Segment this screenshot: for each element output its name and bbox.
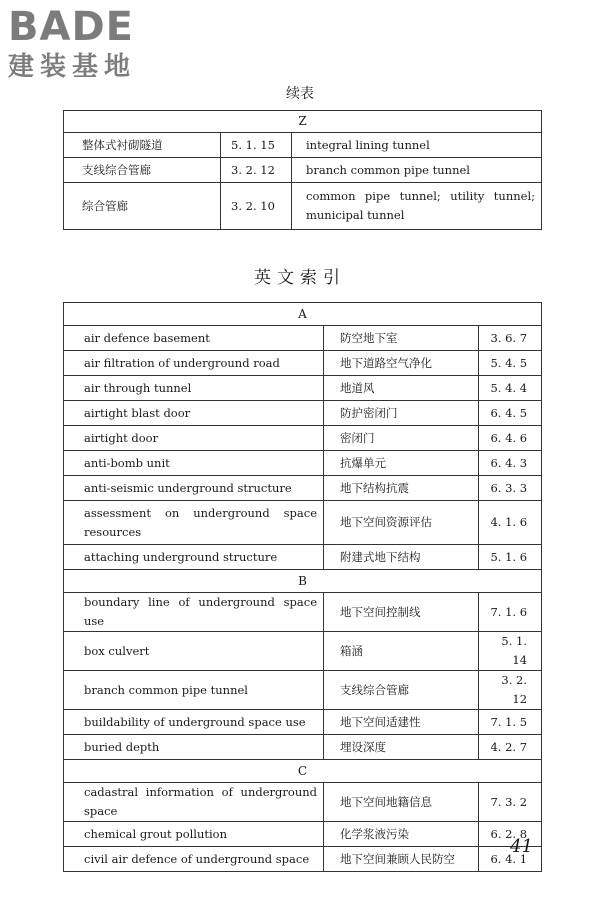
- term-chinese: 支线综合管廊: [324, 671, 479, 710]
- clause-number: 7. 1. 5: [479, 710, 542, 735]
- term-english: buildability of underground space use: [64, 710, 324, 735]
- page-number: 41: [510, 836, 533, 857]
- term-chinese: 地下结构抗震: [324, 476, 479, 501]
- table-row: [64, 376, 542, 401]
- table-row: [64, 133, 542, 158]
- clause-number: 3. 2. 12: [221, 158, 292, 183]
- term-chinese: 箱涵: [324, 632, 479, 671]
- clause-number: 3. 2. 10: [221, 183, 292, 230]
- section-letter: C: [64, 760, 542, 783]
- term-chinese: 地下空间地籍信息: [324, 783, 479, 822]
- table-row: [64, 326, 542, 351]
- section-header-row: [64, 111, 542, 133]
- section-header-row: [64, 570, 542, 593]
- clause-number: 5. 1. 15: [221, 133, 292, 158]
- term-chinese: 地下空间兼顾人民防空: [324, 847, 479, 872]
- table-row: [64, 783, 542, 822]
- clause-number: 6. 4. 3: [479, 451, 542, 476]
- section-header-row: [64, 760, 542, 783]
- table-row: [64, 671, 542, 710]
- clause-number: 3. 2. 12: [479, 671, 542, 710]
- english-index-table: [63, 302, 542, 872]
- term-english: air defence basement: [64, 326, 324, 351]
- term-chinese: 地下空间控制线: [324, 593, 479, 632]
- logo-subtitle: 建装基地: [8, 52, 137, 82]
- term-english: cadastral information of underground space: [64, 783, 324, 822]
- term-english: chemical grout pollution: [64, 822, 324, 847]
- term-chinese: 抗爆单元: [324, 451, 479, 476]
- section-header-row: [64, 303, 542, 326]
- table-row: [64, 158, 542, 183]
- table-row: [64, 632, 542, 671]
- index-title: 英文索引: [254, 268, 346, 288]
- table-row: [64, 183, 542, 230]
- clause-number: 7. 3. 2: [479, 783, 542, 822]
- table-row: [64, 822, 542, 847]
- term-english: assessment on underground space resources: [64, 501, 324, 545]
- term-english: anti-seismic underground structure: [64, 476, 324, 501]
- clause-number: 6. 4. 6: [479, 426, 542, 451]
- term-english: box culvert: [64, 632, 324, 671]
- term-chinese: 地下空间适建性: [324, 710, 479, 735]
- term-chinese: 密闭门: [324, 426, 479, 451]
- table-row: [64, 545, 542, 570]
- term-chinese: 埋设深度: [324, 735, 479, 760]
- term-english: anti-bomb unit: [64, 451, 324, 476]
- term-chinese: 地下空间资源评估: [324, 501, 479, 545]
- clause-number: 5. 1. 14: [479, 632, 542, 671]
- logo-word: BADE: [8, 4, 134, 50]
- clause-number: 6. 3. 3: [479, 476, 542, 501]
- table-row: [64, 476, 542, 501]
- term-english: boundary line of underground space use: [64, 593, 324, 632]
- term-english: branch common pipe tunnel: [64, 671, 324, 710]
- table-row: [64, 451, 542, 476]
- z-section-table: [63, 110, 542, 230]
- watermark-logo: [8, 4, 178, 90]
- term-english: airtight blast door: [64, 401, 324, 426]
- table-row: [64, 593, 542, 632]
- clause-number: 5. 4. 4: [479, 376, 542, 401]
- term-english: civil air defence of underground space: [64, 847, 324, 872]
- table-row: [64, 426, 542, 451]
- term-english: air through tunnel: [64, 376, 324, 401]
- clause-number: 4. 1. 6: [479, 501, 542, 545]
- section-letter: B: [64, 570, 542, 593]
- section-letter: Z: [64, 111, 542, 133]
- continued-caption: 续表: [286, 86, 314, 102]
- table-row: [64, 735, 542, 760]
- table-row: [64, 401, 542, 426]
- table-row: [64, 710, 542, 735]
- term-english: branch common pipe tunnel: [292, 158, 542, 183]
- clause-number: 5. 4. 5: [479, 351, 542, 376]
- term-english: air filtration of underground road: [64, 351, 324, 376]
- section-letter: A: [64, 303, 542, 326]
- term-chinese: 综合管廊: [64, 183, 221, 230]
- clause-number: 6. 4. 5: [479, 401, 542, 426]
- clause-number: 6. 4. 1: [479, 847, 542, 872]
- table-row: [64, 847, 542, 872]
- clause-number: 6. 2. 8: [479, 822, 542, 847]
- term-chinese: 地道风: [324, 376, 479, 401]
- term-chinese: 附建式地下结构: [324, 545, 479, 570]
- term-english: common pipe tunnel; utility tunnel; municipal tunnel: [292, 183, 542, 230]
- term-english: airtight door: [64, 426, 324, 451]
- clause-number: 3. 6. 7: [479, 326, 542, 351]
- table-row: [64, 501, 542, 545]
- term-english: attaching underground structure: [64, 545, 324, 570]
- term-chinese: 地下道路空气净化: [324, 351, 479, 376]
- term-english: integral lining tunnel: [292, 133, 542, 158]
- term-chinese: 整体式衬砌隧道: [64, 133, 221, 158]
- term-english: buried depth: [64, 735, 324, 760]
- term-chinese: 化学浆液污染: [324, 822, 479, 847]
- term-chinese: 防空地下室: [324, 326, 479, 351]
- term-chinese: 支线综合管廊: [64, 158, 221, 183]
- table-row: [64, 351, 542, 376]
- clause-number: 7. 1. 6: [479, 593, 542, 632]
- clause-number: 4. 2. 7: [479, 735, 542, 760]
- clause-number: 5. 1. 6: [479, 545, 542, 570]
- term-chinese: 防护密闭门: [324, 401, 479, 426]
